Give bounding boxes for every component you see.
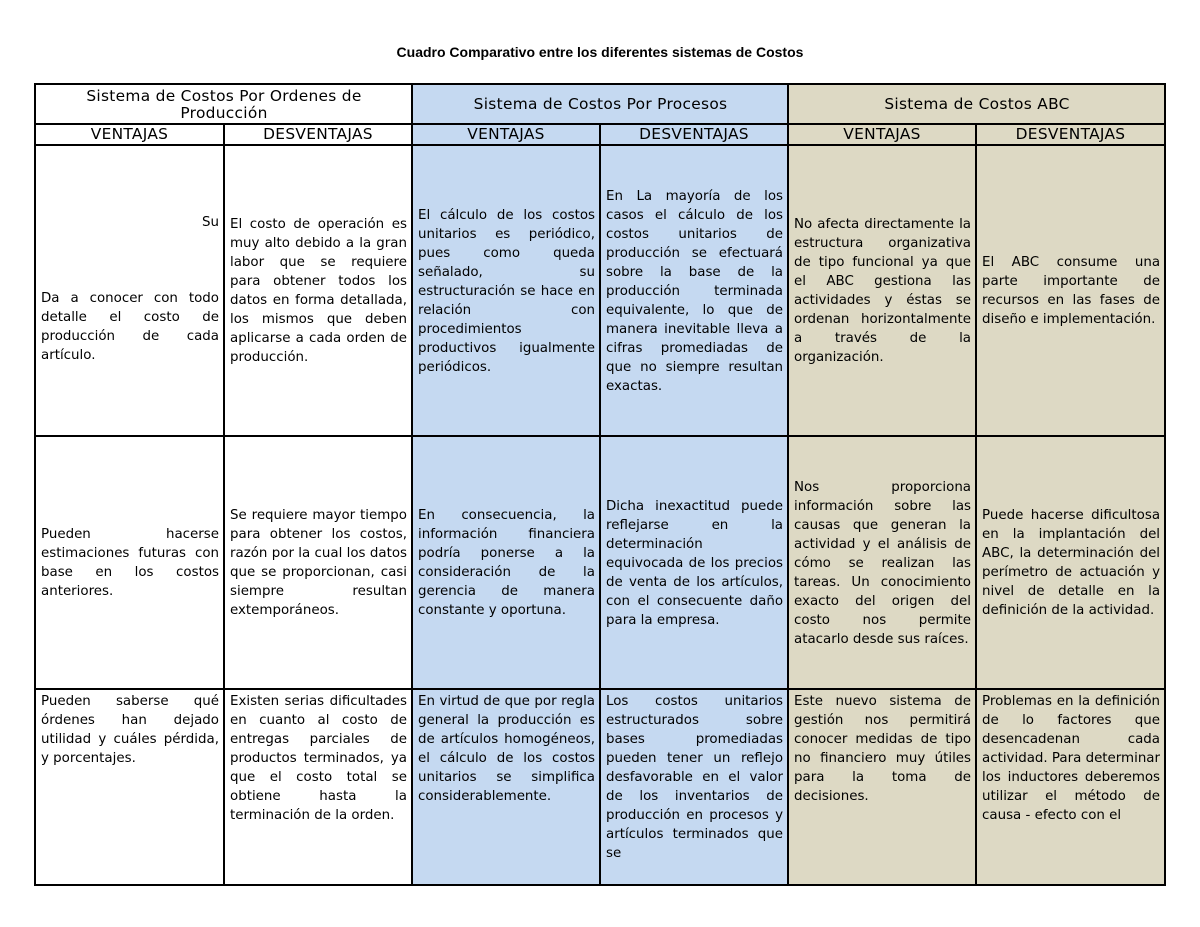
cell-ordenes-ventajas: Pueden hacerse estimaciones futuras con base en los costos anteriores. bbox=[35, 436, 224, 689]
cell-procesos-ventajas: En virtud de que por regla general la producción es de artículos homogéneos, el cálculo de los costos unitarios se simplifica considerablemente. bbox=[412, 689, 600, 885]
system-header-row bbox=[35, 84, 1165, 124]
cell-procesos-ventajas: En consecuencia, la información financiera podría ponerse a la consideración de la gerencia de manera constante y oportuna. bbox=[412, 436, 600, 689]
header-ordenes: Sistema de Costos Por Ordenes de Producción bbox=[35, 84, 412, 124]
subheader-row bbox=[35, 124, 1165, 145]
cell-text: Da a conocer con todo detalle el costo de producción de cada artículo. bbox=[41, 291, 219, 363]
subheader-abc-desventajas: DESVENTAJAS bbox=[976, 124, 1165, 145]
cell-abc-ventajas: Nos proporciona información sobre las causas que generan la actividad y el análisis de cómo se realizan las tareas. Un conocimiento exacto del origen del costo nos permite atacarlo desde sus raíces. bbox=[788, 436, 976, 689]
subheader-ordenes-ventajas: VENTAJAS bbox=[35, 124, 224, 145]
cell-procesos-desventajas: En La mayoría de los casos el cálculo de los costos unitarios de producción se efectuará sobre la base de la producción terminada equivalente, lo que de manera inevitable lleva a cifras promediadas de que no siempre resultan exactas. bbox=[600, 145, 788, 436]
cell-abc-desventajas: Problemas en la definición de lo factores que desencadenan cada actividad. Para determinar los inductores deberemos utilizar el método de causa - efecto con el bbox=[976, 689, 1165, 885]
document-title: Cuadro Comparativo entre los diferentes sistemas de Costos bbox=[396, 44, 804, 60]
table-row bbox=[35, 145, 1165, 436]
cell-ordenes-desventajas: Existen serias dificultades en cuanto al costo de entregas parciales de productos terminados, ya que el costo total se obtiene hasta la terminación de la orden. bbox=[224, 689, 412, 885]
subheader-ordenes-desventajas: DESVENTAJAS bbox=[224, 124, 412, 145]
cell-abc-desventajas: El ABC consume una parte importante de recursos en las fases de diseño e implementación. bbox=[976, 145, 1165, 436]
header-procesos: Sistema de Costos Por Procesos bbox=[412, 84, 788, 124]
cell-abc-ventajas: No afecta directamente la estructura organizativa de tipo funcional ya que el ABC gestiona las actividades y éstas se ordenan horizontalmente a través de la organización. bbox=[788, 145, 976, 436]
subheader-procesos-desventajas: DESVENTAJAS bbox=[600, 124, 788, 145]
cell-ordenes-ventajas bbox=[35, 145, 224, 436]
cell-abc-ventajas: Este nuevo sistema de gestión nos permitirá conocer medidas de tipo no financiero muy útiles para la toma de decisiones. bbox=[788, 689, 976, 885]
table-row bbox=[35, 436, 1165, 689]
comparison-table bbox=[34, 83, 1166, 886]
cell-procesos-desventajas: Los costos unitarios estructurados sobre bases promediadas pueden tener un reflejo desfavorable en el valor de los inventarios de producción en procesos y artículos terminados que se bbox=[600, 689, 788, 885]
cell-ordenes-ventajas: Pueden saberse qué órdenes han dejado utilidad y cuáles pérdida, y porcentajes. bbox=[35, 689, 224, 885]
table-row bbox=[35, 689, 1165, 885]
cell-procesos-desventajas: Dicha inexactitud puede reflejarse en la determinación equivocada de los precios de venta de los artículos, con el consecuente daño para la empresa. bbox=[600, 436, 788, 689]
cell-ordenes-desventajas: El costo de operación es muy alto debido a la gran labor que se requiere para obtener todos los datos en forma detallada, los mismos que deben aplicarse a cada orden de producción. bbox=[224, 145, 412, 436]
cell-procesos-ventajas: El cálculo de los costos unitarios es periódico, pues como queda señalado, su estructuración se hace en relación con procedimientos productivos igualmente periódicos. bbox=[412, 145, 600, 436]
cell-abc-desventajas: Puede hacerse dificultosa en la implantación del ABC, la determinación del perímetro de actuación y nivel de detalle en la definición de la actividad. bbox=[976, 436, 1165, 689]
header-abc: Sistema de Costos ABC bbox=[788, 84, 1165, 124]
subheader-abc-ventajas: VENTAJAS bbox=[788, 124, 976, 145]
subheader-procesos-ventajas: VENTAJAS bbox=[412, 124, 600, 145]
stray-text: Su bbox=[202, 215, 219, 230]
cell-ordenes-desventajas: Se requiere mayor tiempo para obtener los costos, razón por la cual los datos que se proporcionan, casi siempre resultan extemporáneos. bbox=[224, 436, 412, 689]
